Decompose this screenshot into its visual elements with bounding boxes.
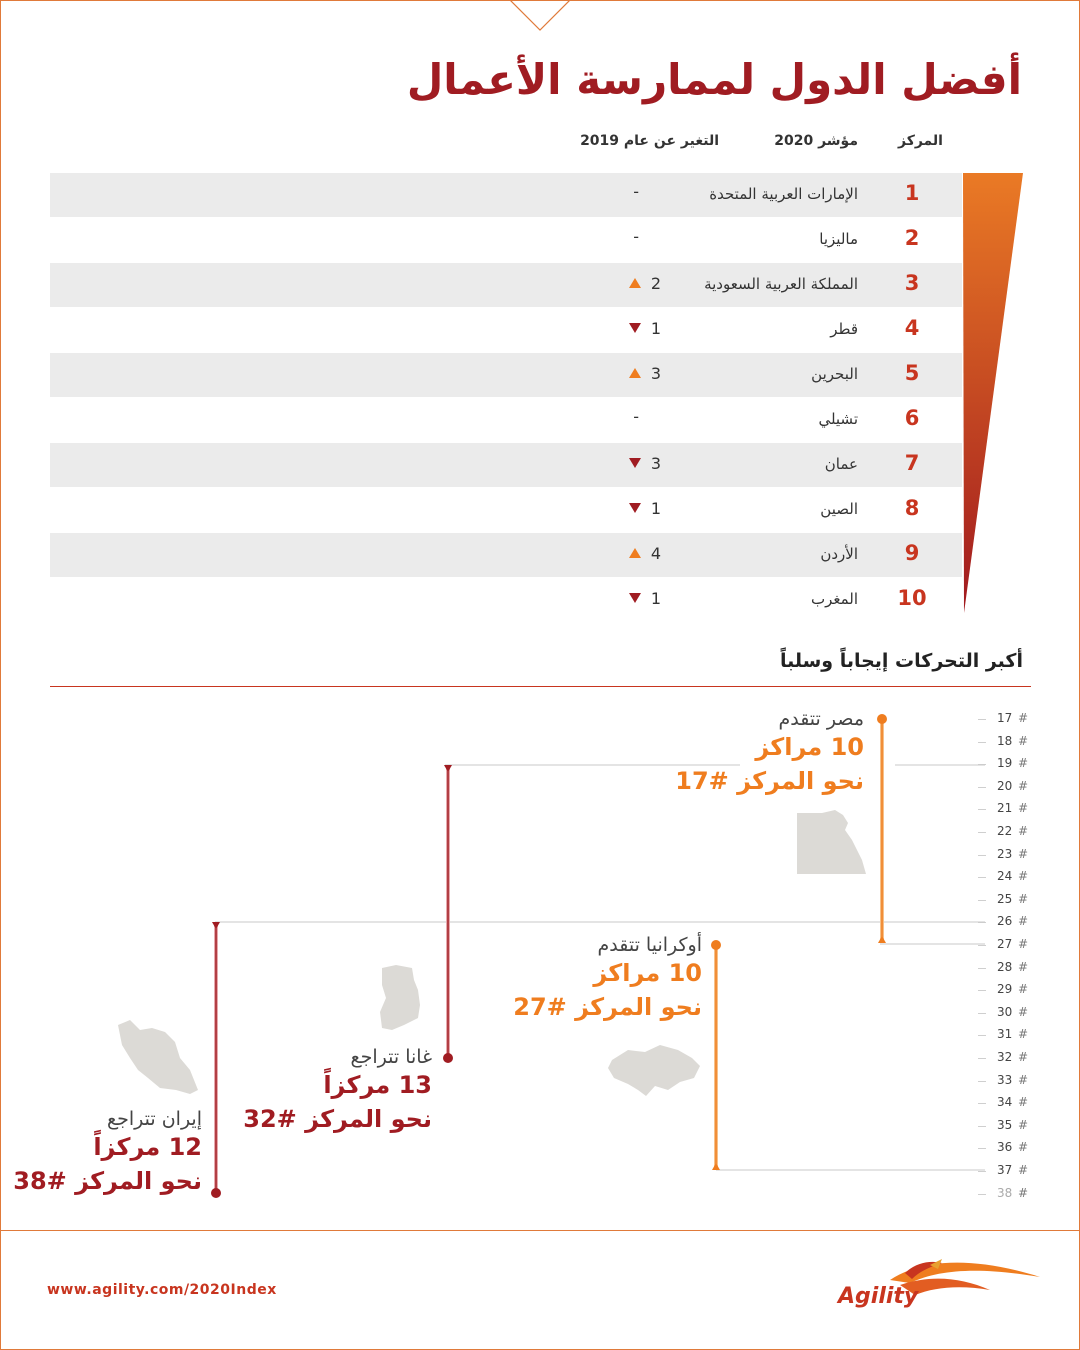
ladder-number: 18 bbox=[997, 733, 1013, 748]
ladder-number: 21 bbox=[997, 801, 1013, 816]
ladder-number: 27 bbox=[997, 937, 1013, 951]
ladder-hash: # bbox=[1018, 1072, 1029, 1087]
ladder-hash: # bbox=[1018, 733, 1029, 748]
header-rank: المركز bbox=[897, 133, 943, 149]
ukraine-verb: أوكرانيا تتقدم bbox=[597, 934, 702, 956]
change-value: 1 bbox=[650, 319, 662, 338]
page-title: أفضل الدول لممارسة الأعمال bbox=[406, 55, 1022, 104]
ladder-number: 37 bbox=[997, 1163, 1013, 1177]
ladder-number: 30 bbox=[997, 1004, 1013, 1019]
ladder-hash: # bbox=[1018, 959, 1029, 974]
ladder-hash: # bbox=[1018, 1095, 1029, 1110]
iran-target: نحو المركز #38 bbox=[13, 1167, 202, 1195]
ukraine-label bbox=[513, 934, 702, 1024]
egypt-verb: مصر تتقدم bbox=[778, 708, 864, 730]
egypt-label bbox=[675, 708, 864, 798]
ladder-hash: # bbox=[1018, 1117, 1029, 1132]
egypt-places: 10 مراكز bbox=[755, 733, 864, 761]
iran-verb: إيران تتراجع bbox=[107, 1108, 202, 1130]
no-change-dash: - bbox=[633, 182, 639, 201]
ladder-number: 38 bbox=[997, 1185, 1013, 1200]
change-value: 2 bbox=[650, 274, 662, 293]
rank-number: 5 bbox=[904, 361, 920, 385]
country-name: الصين bbox=[820, 500, 858, 518]
rank-number: 7 bbox=[904, 451, 920, 475]
country-name: تشيلي bbox=[818, 410, 858, 428]
ladder-number: 32 bbox=[997, 1050, 1013, 1064]
country-name: الأردن bbox=[820, 545, 858, 563]
ladder-number: 26 bbox=[997, 914, 1013, 929]
ladder-number: 19 bbox=[997, 756, 1013, 771]
rank-number: 9 bbox=[904, 541, 920, 565]
rank-number: 8 bbox=[904, 496, 920, 520]
ladder-hash: # bbox=[1018, 801, 1029, 816]
ladder-hash: # bbox=[1018, 756, 1029, 771]
iran-places: 12 مركزاً bbox=[93, 1133, 202, 1161]
rank-number: 4 bbox=[904, 316, 920, 340]
ukraine-places: 10 مراكز bbox=[593, 959, 702, 987]
ladder-number: 20 bbox=[997, 778, 1013, 793]
country-name: عمان bbox=[824, 455, 858, 473]
ghana-target: نحو المركز #32 bbox=[243, 1105, 432, 1133]
ghana-dot bbox=[443, 1053, 453, 1063]
ladder-number: 31 bbox=[997, 1027, 1013, 1042]
movers-subtitle: أكبر التحركات إيجاباً وسلباً bbox=[779, 650, 1023, 672]
ladder-number: 25 bbox=[997, 891, 1013, 906]
rank-number: 3 bbox=[904, 271, 920, 295]
header-index: مؤشر 2020 bbox=[774, 133, 858, 149]
ladder-hash: # bbox=[1018, 891, 1029, 906]
change-value: 1 bbox=[650, 589, 662, 608]
ukraine-target: نحو المركز #27 bbox=[513, 993, 702, 1021]
egypt-arrow-icon bbox=[878, 936, 886, 943]
ladder-hash: # bbox=[1018, 1163, 1029, 1177]
ladder-number: 17 bbox=[997, 711, 1013, 725]
ladder-hash: # bbox=[1018, 1140, 1029, 1155]
ladder-number: 33 bbox=[997, 1072, 1013, 1087]
country-name: المملكة العربية السعودية bbox=[704, 275, 858, 293]
rank-number: 1 bbox=[904, 181, 920, 205]
ladder-number: 23 bbox=[997, 846, 1013, 861]
ladder-hash: # bbox=[1018, 1185, 1029, 1200]
ladder-hash: # bbox=[1018, 1027, 1029, 1042]
no-change-dash: - bbox=[633, 407, 639, 426]
agility-logo-text: Agility bbox=[838, 1284, 919, 1309]
rank-number: 10 bbox=[897, 586, 927, 610]
change-value: 3 bbox=[650, 364, 662, 383]
change-value: 4 bbox=[650, 544, 662, 563]
ukraine-dot bbox=[711, 940, 721, 950]
ghana-label bbox=[243, 1046, 432, 1136]
ladder-hash: # bbox=[1018, 1004, 1029, 1019]
ladder-hash: # bbox=[1018, 778, 1029, 793]
footer-url-link[interactable]: www.agility.com/2020Index bbox=[47, 1282, 277, 1298]
country-name: البحرين bbox=[811, 365, 858, 383]
egypt-target: نحو المركز #17 bbox=[675, 767, 864, 795]
ladder-number: 28 bbox=[997, 959, 1013, 974]
ladder-number: 36 bbox=[997, 1140, 1013, 1155]
ladder-hash: # bbox=[1018, 869, 1029, 884]
ladder-hash: # bbox=[1018, 846, 1029, 861]
ukraine-arrow-icon bbox=[712, 1163, 720, 1170]
ladder-hash: # bbox=[1018, 914, 1029, 929]
iran-label bbox=[13, 1108, 202, 1198]
ukraine-map-icon bbox=[608, 1045, 700, 1096]
change-value: 1 bbox=[650, 499, 662, 518]
footer-divider bbox=[0, 1230, 1080, 1231]
ghana-arrow-icon bbox=[444, 765, 452, 772]
ladder-number: 24 bbox=[997, 869, 1013, 884]
ladder-number: 22 bbox=[997, 824, 1013, 838]
no-change-dash: - bbox=[633, 227, 639, 246]
ladder-number: 35 bbox=[997, 1117, 1013, 1132]
country-name: ماليزيا bbox=[819, 230, 858, 248]
country-name: الإمارات العربية المتحدة bbox=[709, 185, 858, 203]
ladder-hash: # bbox=[1018, 937, 1029, 951]
rank-number: 2 bbox=[904, 226, 920, 250]
egypt-dot bbox=[877, 714, 887, 724]
ladder-hash: # bbox=[1018, 982, 1029, 997]
iran-dot bbox=[211, 1188, 221, 1198]
rank-number: 6 bbox=[904, 406, 920, 430]
ladder-hash: # bbox=[1018, 1050, 1029, 1064]
change-value: 3 bbox=[650, 454, 662, 473]
ghana-map-icon bbox=[380, 965, 420, 1030]
egypt-map-icon bbox=[797, 810, 866, 874]
ladder-number: 34 bbox=[997, 1095, 1013, 1110]
country-name: قطر bbox=[830, 320, 858, 338]
ladder-hash: # bbox=[1018, 824, 1029, 838]
iran-arrow-icon bbox=[212, 922, 220, 929]
ghana-verb: غانا تتراجع bbox=[350, 1046, 432, 1068]
ghana-places: 13 مركزاً bbox=[323, 1071, 432, 1099]
ladder-hash: # bbox=[1018, 711, 1029, 725]
iran-map-icon bbox=[118, 1020, 198, 1094]
header-change: التغير عن عام 2019 bbox=[580, 133, 719, 149]
country-name: المغرب bbox=[810, 590, 858, 608]
ladder-number: 29 bbox=[997, 982, 1013, 997]
